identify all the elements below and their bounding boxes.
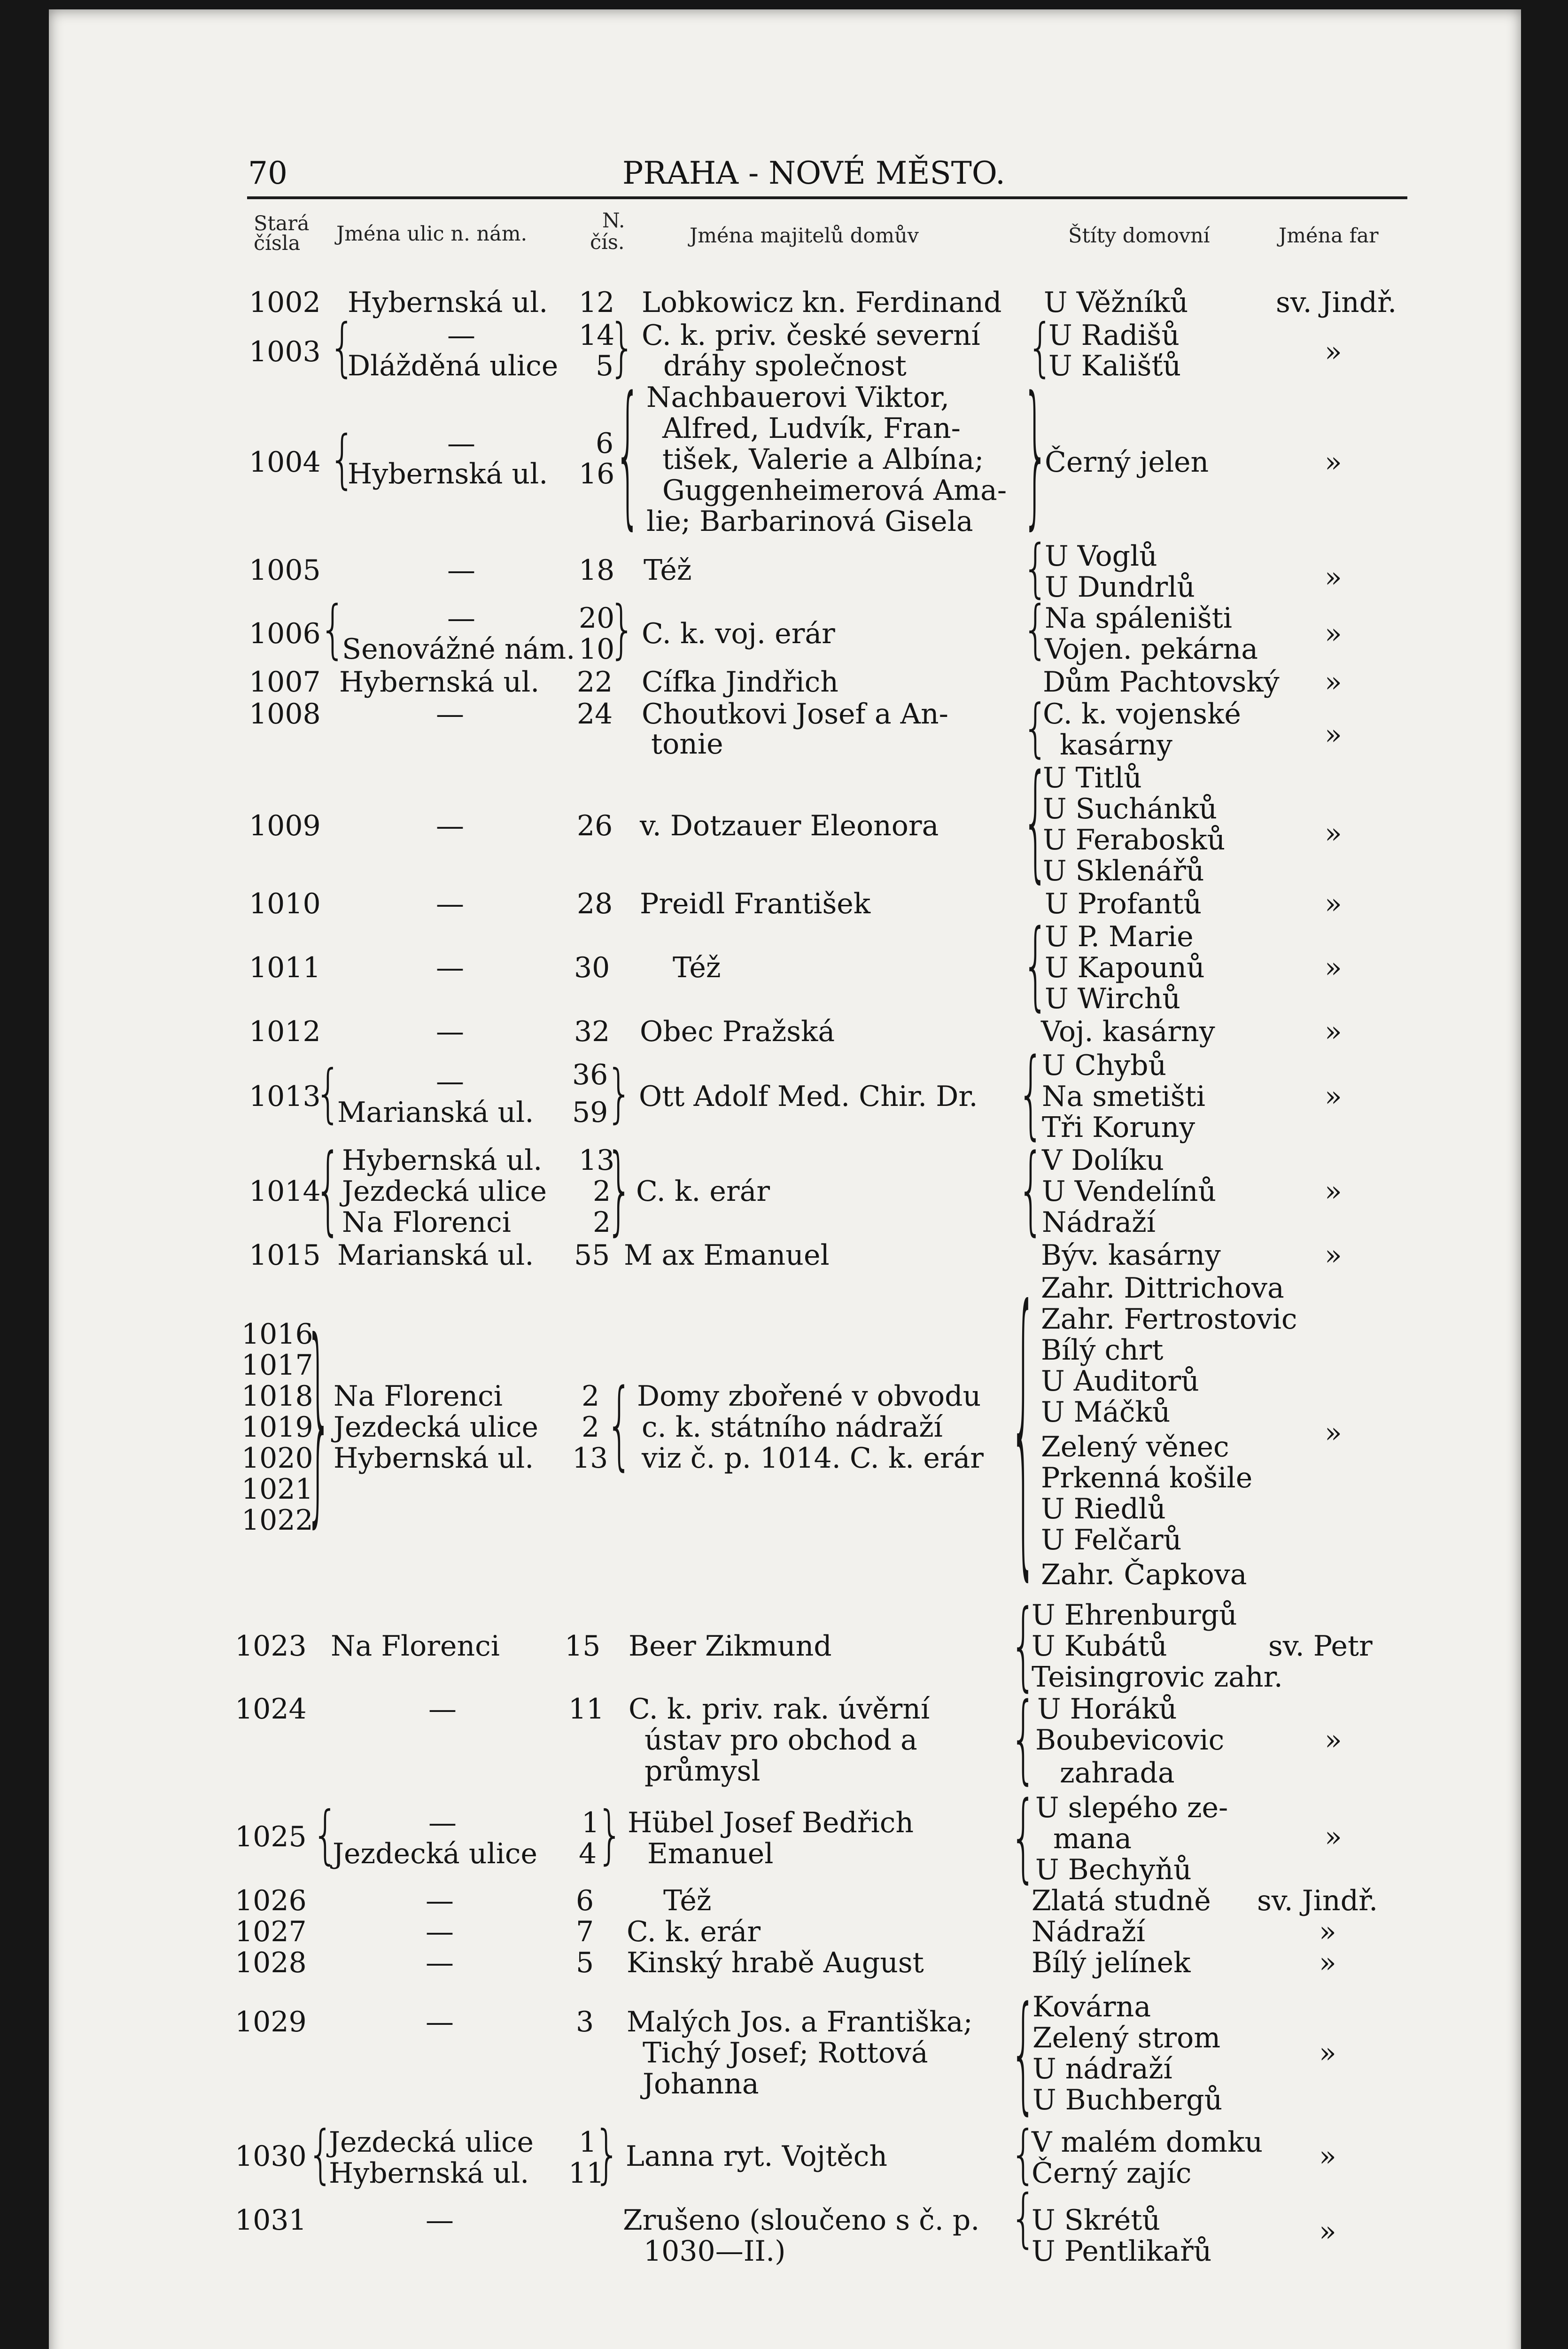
house-sign: Dům Pachtovský xyxy=(1043,666,1280,699)
brace-left: { xyxy=(307,2116,334,2191)
parish-name: » xyxy=(1325,1239,1342,1272)
brace-right: } xyxy=(1022,363,1049,544)
street-name: — xyxy=(426,2006,454,2038)
parish-name: » xyxy=(1319,1946,1336,1979)
house-sign: U Kapounů xyxy=(1045,951,1205,984)
owner-name: Tichý Josef; Rottová xyxy=(643,2037,928,2069)
street-number: 11 xyxy=(568,2157,605,2190)
owner-name: Domy zbořené v obvodu xyxy=(637,1380,981,1413)
owner-name: dráhy společnost xyxy=(663,350,907,382)
house-sign: Bílý jelínek xyxy=(1032,1946,1191,1979)
col-n-line2: čís. xyxy=(590,231,625,254)
house-number: 1028 xyxy=(235,1946,307,1979)
street-number: 36 xyxy=(572,1058,608,1091)
street-name: — xyxy=(426,1915,454,1948)
house-sign: Tři Koruny xyxy=(1042,1111,1195,1144)
house-sign: U Pentlikařů xyxy=(1032,2235,1212,2268)
owner-name: Malých Jos. a Františka; xyxy=(627,2006,973,2038)
street-name: Hybernská ul. xyxy=(334,1442,534,1475)
owner-name: Kinský hrabě August xyxy=(627,1946,924,1979)
brace-left: { xyxy=(1010,2180,1037,2255)
owner-name: Emanuel xyxy=(647,1837,774,1870)
owner-name: M ax Emanuel xyxy=(624,1239,830,1272)
brace-left: { xyxy=(1027,310,1054,384)
house-sign: Zelený strom xyxy=(1032,2022,1221,2054)
house-number: 1031 xyxy=(235,2204,307,2237)
page-title: PRAHA - NOVÉ MĚSTO. xyxy=(622,155,1005,191)
street-name: Na Florenci xyxy=(342,1206,511,1239)
house-sign: U Dundrlů xyxy=(1045,571,1195,604)
house-sign: U Profantů xyxy=(1045,887,1202,920)
house-sign: U nádraží xyxy=(1032,2053,1172,2085)
brace-left: { xyxy=(1010,2116,1037,2191)
house-number: 1009 xyxy=(249,809,321,842)
street-name: Jezdecká ulice xyxy=(329,2126,534,2159)
street-name: — xyxy=(426,1884,454,1917)
owner-name: C. k. priv. české severní xyxy=(642,319,980,352)
house-sign: U Voglů xyxy=(1045,540,1157,573)
owner-name: Lobkowicz kn. Ferdinand xyxy=(642,286,1002,319)
house-sign: U Buchbergů xyxy=(1032,2084,1223,2116)
house-number: 1002 xyxy=(249,286,321,319)
owner-name: C. k. voj. erár xyxy=(642,617,835,650)
parish-name: » xyxy=(1319,2037,1336,2069)
street-number: 1 xyxy=(579,2126,597,2159)
brace-left: { xyxy=(312,1797,339,1872)
house-sign: zahrada xyxy=(1060,1757,1175,1789)
street-name: Na Florenci xyxy=(331,1630,500,1663)
parish-name: » xyxy=(1325,1080,1342,1113)
street-name: — xyxy=(426,2204,454,2237)
street-number: 5 xyxy=(576,1946,594,1979)
owner-name: Guggenheimerová Ama- xyxy=(662,474,1007,507)
street-number: 1 xyxy=(582,1806,600,1839)
owner-name: C. k. erár xyxy=(627,1915,761,1948)
brace-right: } xyxy=(594,2116,621,2191)
street-number: 4 xyxy=(579,1837,597,1870)
street-number: 11 xyxy=(568,1693,605,1726)
brace-left: { xyxy=(319,591,347,666)
owner-name: c. k. státního nádraží xyxy=(642,1411,943,1444)
brace-left: { xyxy=(1010,1588,1037,1702)
street-number: 6 xyxy=(596,427,614,460)
col-far: Jména far xyxy=(1279,224,1379,248)
street-number: 26 xyxy=(577,809,613,842)
street-number: 2 xyxy=(593,1206,611,1239)
parish-name: » xyxy=(1325,446,1342,479)
street-name: Hybernská ul. xyxy=(339,666,540,699)
street-name: — xyxy=(436,951,464,984)
parish-name: » xyxy=(1319,2140,1336,2173)
house-sign: U Chybů xyxy=(1042,1049,1167,1082)
house-sign: C. k. vojenské xyxy=(1043,698,1241,731)
house-sign: U Sklenářů xyxy=(1043,855,1204,887)
owner-name: Obec Pražská xyxy=(640,1015,835,1048)
house-sign: Nádraží xyxy=(1042,1206,1156,1239)
house-sign: Zelený věnec xyxy=(1041,1431,1229,1463)
street-number: 13 xyxy=(572,1442,608,1475)
street-number: 12 xyxy=(579,286,615,319)
house-sign: U Riedlů xyxy=(1041,1493,1166,1525)
house-sign: U P. Marie xyxy=(1045,920,1194,953)
owner-name: Preidl František xyxy=(640,887,871,920)
street-name: — xyxy=(436,698,464,731)
col-stity: Štíty domovní xyxy=(1068,224,1210,248)
parish-name: » xyxy=(1325,1724,1342,1757)
brace-left: { xyxy=(1010,1681,1037,1795)
parish-name: sv. Jindř. xyxy=(1257,1884,1378,1917)
owner-name: Cífka Jindřich xyxy=(642,666,838,699)
brace-right: } xyxy=(606,1133,633,1246)
brace-right: } xyxy=(597,1797,624,1872)
house-sign: U Wirchů xyxy=(1045,982,1181,1015)
parish-name: » xyxy=(1325,1015,1342,1048)
house-sign: Prkenná košile xyxy=(1041,1462,1253,1494)
parish-name: » xyxy=(1325,666,1342,699)
brace-left: { xyxy=(1010,1244,1037,1607)
brace-left: { xyxy=(1017,1037,1045,1150)
house-number: 1005 xyxy=(249,554,321,587)
parish-name: » xyxy=(1325,887,1342,920)
owner-name: ústav pro obchod a xyxy=(644,1724,917,1757)
parish-name: » xyxy=(1325,561,1342,594)
house-number: 1021 xyxy=(241,1473,313,1506)
street-name: — xyxy=(447,554,475,587)
house-number: 1018 xyxy=(241,1380,313,1413)
brace-left: { xyxy=(1022,591,1049,666)
owner-name: Též xyxy=(673,951,721,984)
owner-name: Johanna xyxy=(643,2068,759,2100)
house-sign: Vojen. pekárna xyxy=(1045,633,1258,666)
parish-name: » xyxy=(1325,1175,1342,1208)
house-number: 1029 xyxy=(235,2006,307,2038)
house-sign: U Vendelínů xyxy=(1042,1175,1217,1208)
house-sign: Na smetišti xyxy=(1042,1080,1205,1113)
owner-name: Též xyxy=(644,554,692,587)
house-sign: Teisingrovic zahr. xyxy=(1032,1661,1283,1694)
street-number: 3 xyxy=(576,2006,594,2038)
house-sign: Bílý chrt xyxy=(1041,1334,1164,1367)
street-number: 5 xyxy=(596,350,614,382)
house-sign: Voj. kasárny xyxy=(1041,1015,1215,1048)
house-sign: U Suchánků xyxy=(1043,793,1218,825)
house-sign: U slepého ze- xyxy=(1035,1791,1228,1824)
street-number: 15 xyxy=(565,1630,601,1663)
house-sign: Zahr. Čapkova xyxy=(1041,1558,1247,1591)
owner-name: Lanna ryt. Vojtěch xyxy=(626,2140,887,2173)
house-number: 1013 xyxy=(249,1080,321,1113)
house-number: 1025 xyxy=(235,1820,307,1853)
house-sign: Zlatá studně xyxy=(1032,1884,1211,1917)
house-sign: U Felčarů xyxy=(1041,1524,1182,1556)
house-sign: V Dolíku xyxy=(1042,1144,1164,1177)
street-name: Na Florenci xyxy=(334,1380,503,1413)
house-sign: Na spáleništi xyxy=(1045,602,1232,635)
house-sign: U Bechyňů xyxy=(1035,1853,1192,1886)
col-stara-line2: čísla xyxy=(254,232,301,255)
house-number: 1027 xyxy=(235,1915,307,1948)
house-number: 1020 xyxy=(241,1442,313,1475)
house-number: 1019 xyxy=(241,1411,313,1444)
street-number: 16 xyxy=(579,458,615,490)
house-number: 1026 xyxy=(235,1884,307,1917)
owner-name: Beer Zikmund xyxy=(629,1630,832,1663)
street-name: — xyxy=(447,319,475,352)
house-sign: Černý zajíc xyxy=(1032,2157,1192,2190)
house-sign: U Ehrenburgů xyxy=(1032,1599,1237,1632)
street-number: 13 xyxy=(579,1144,615,1177)
brace-left: { xyxy=(1017,1133,1045,1246)
parish-name: » xyxy=(1325,817,1342,850)
house-sign: U Auditorů xyxy=(1041,1365,1199,1398)
owner-name: Alfred, Ludvík, Fran- xyxy=(662,412,961,445)
col-stara-line1: Stará xyxy=(254,212,310,235)
street-name: Hybernská ul. xyxy=(348,458,548,490)
house-sign: Černý jelen xyxy=(1045,446,1209,479)
street-number: 2 xyxy=(582,1411,600,1444)
brace-right: } xyxy=(609,310,636,384)
parish-name: » xyxy=(1325,1416,1342,1449)
parish-name: » xyxy=(1325,718,1342,751)
street-name: Hybernská ul. xyxy=(348,286,548,319)
street-name: Senovážné nám. xyxy=(342,633,575,666)
col-ulic: Jména ulic n. nám. xyxy=(336,222,528,246)
house-sign: U Kubátů xyxy=(1032,1630,1167,1663)
brace-left: { xyxy=(606,1368,633,1481)
house-sign: V malém domku xyxy=(1032,2126,1263,2159)
brace-right: } xyxy=(609,591,636,666)
page-number: 70 xyxy=(248,155,287,191)
street-name: — xyxy=(436,1015,464,1048)
house-number: 1011 xyxy=(249,951,321,984)
house-sign: U Radišů xyxy=(1048,319,1180,352)
owner-name: Ott Adolf Med. Chir. Dr. xyxy=(639,1080,978,1113)
parish-name: » xyxy=(1319,1915,1336,1948)
street-name: — xyxy=(436,887,464,920)
house-number: 1007 xyxy=(249,666,321,699)
parish-name: » xyxy=(1325,335,1342,368)
street-number: 7 xyxy=(576,1915,594,1948)
owner-name: Zrušeno (sloučeno s č. p. xyxy=(623,2204,980,2237)
street-name: — xyxy=(428,1693,457,1726)
parish-name: » xyxy=(1325,1820,1342,1853)
brace-left: { xyxy=(1022,908,1049,1021)
brace-left: { xyxy=(1022,747,1049,895)
owner-name: Též xyxy=(663,1884,712,1917)
street-name: Jezdecká ulice xyxy=(333,1837,538,1870)
owner-name: viz č. p. 1014. C. k. erár xyxy=(642,1442,984,1475)
house-sign: mana xyxy=(1053,1822,1132,1855)
owner-name: tonie xyxy=(651,728,723,761)
street-name: — xyxy=(447,602,475,635)
brace-left: { xyxy=(1010,1780,1037,1893)
brace-right: } xyxy=(305,1294,333,1547)
street-number: 32 xyxy=(574,1015,610,1048)
owner-name: 1030—II.) xyxy=(644,2235,786,2268)
street-number: 30 xyxy=(574,951,610,984)
brace-left: { xyxy=(315,1056,342,1130)
parish-name: sv. Jindř. xyxy=(1276,286,1397,319)
street-number: 20 xyxy=(579,602,615,635)
street-name: — xyxy=(436,809,464,842)
house-number: 1023 xyxy=(235,1630,307,1663)
house-sign: U Titlů xyxy=(1043,762,1142,794)
house-number: 1010 xyxy=(249,887,321,920)
street-number: 2 xyxy=(593,1175,611,1208)
brace-left: { xyxy=(315,1133,342,1246)
house-sign: kasárny xyxy=(1060,729,1172,762)
house-sign: U Horáků xyxy=(1037,1693,1177,1726)
street-name: Jezdecká ulice xyxy=(334,1411,539,1444)
owner-name: v. Dotzauer Eleonora xyxy=(640,809,939,842)
street-number: 2 xyxy=(582,1380,600,1413)
brace-left: { xyxy=(1010,1978,1037,2127)
street-number: 6 xyxy=(576,1884,594,1917)
street-name: Jezdecká ulice xyxy=(342,1175,547,1208)
street-number: 28 xyxy=(577,887,613,920)
house-number: 1015 xyxy=(249,1239,321,1272)
owner-name: lie; Barbarinová Gisela xyxy=(646,505,973,538)
brace-left: { xyxy=(614,363,642,544)
brace-left: { xyxy=(329,310,356,384)
house-sign: U Máčků xyxy=(1041,1396,1171,1429)
brace-left: { xyxy=(1022,530,1049,605)
brace-right: } xyxy=(606,1056,633,1130)
house-number: 1017 xyxy=(241,1349,313,1382)
street-name: — xyxy=(428,1806,457,1839)
parish-name: » xyxy=(1325,617,1342,650)
street-name: Hybernská ul. xyxy=(329,2157,529,2190)
street-number: 55 xyxy=(574,1239,610,1272)
street-number: 59 xyxy=(572,1096,608,1129)
street-name: — xyxy=(426,1946,454,1979)
owner-name: průmysl xyxy=(644,1755,761,1788)
house-sign: Kovárna xyxy=(1032,1991,1151,2023)
owner-name: C. k. erár xyxy=(636,1175,770,1208)
house-sign: Nádraží xyxy=(1032,1915,1145,1948)
col-majitelu: Jména majitelů domův xyxy=(690,224,919,248)
street-number: 24 xyxy=(577,698,613,731)
street-name: Marianská ul. xyxy=(337,1239,534,1272)
street-number: 14 xyxy=(579,319,615,352)
owner-name: Choutkovi Josef a An- xyxy=(642,698,948,731)
owner-name: Nachbauerovi Viktor, xyxy=(646,381,950,414)
house-sign: Býv. kasárny xyxy=(1041,1239,1221,1272)
street-number: 22 xyxy=(577,666,613,699)
house-number: 1030 xyxy=(235,2140,307,2173)
house-sign: Zahr. Dittrichova xyxy=(1041,1272,1284,1305)
house-sign: U Ferabosků xyxy=(1043,824,1226,856)
house-number: 1016 xyxy=(241,1318,313,1351)
owner-name: C. k. priv. rak. úvěrní xyxy=(629,1693,930,1726)
street-name: Dlážděná ulice xyxy=(348,350,559,382)
parish-name: sv. Petr xyxy=(1268,1630,1373,1663)
house-sign: U Skrétů xyxy=(1032,2204,1161,2237)
col-n-line1: N. xyxy=(602,209,625,233)
house-number: 1008 xyxy=(249,698,321,731)
brace-left: { xyxy=(329,421,356,496)
brace-left: { xyxy=(1022,690,1049,765)
parish-name: » xyxy=(1325,951,1342,984)
header-rule xyxy=(247,196,1407,199)
street-name: — xyxy=(447,427,475,460)
house-number: 1014 xyxy=(249,1175,321,1208)
house-sign: U Věžníků xyxy=(1044,286,1188,319)
parish-name: » xyxy=(1319,2215,1336,2248)
house-number: 1012 xyxy=(249,1015,321,1048)
owner-name: Hübel Josef Bedřich xyxy=(628,1806,914,1839)
house-number: 1004 xyxy=(249,446,321,479)
house-sign: Boubevicovic xyxy=(1035,1724,1225,1757)
house-number: 1003 xyxy=(249,335,321,368)
house-number: 1022 xyxy=(241,1504,313,1537)
street-name: Marianská ul. xyxy=(337,1096,534,1129)
owner-name: tišek, Valerie a Albína; xyxy=(662,443,984,476)
house-number: 1024 xyxy=(235,1693,307,1726)
street-number: 18 xyxy=(579,554,615,587)
house-number: 1006 xyxy=(249,617,321,650)
house-sign: Zahr. Fertrostovic xyxy=(1041,1303,1297,1336)
street-name: Hybernská ul. xyxy=(342,1144,543,1177)
house-sign: U Kališťů xyxy=(1048,350,1181,382)
street-number: 10 xyxy=(579,633,615,666)
street-name: — xyxy=(436,1065,464,1098)
